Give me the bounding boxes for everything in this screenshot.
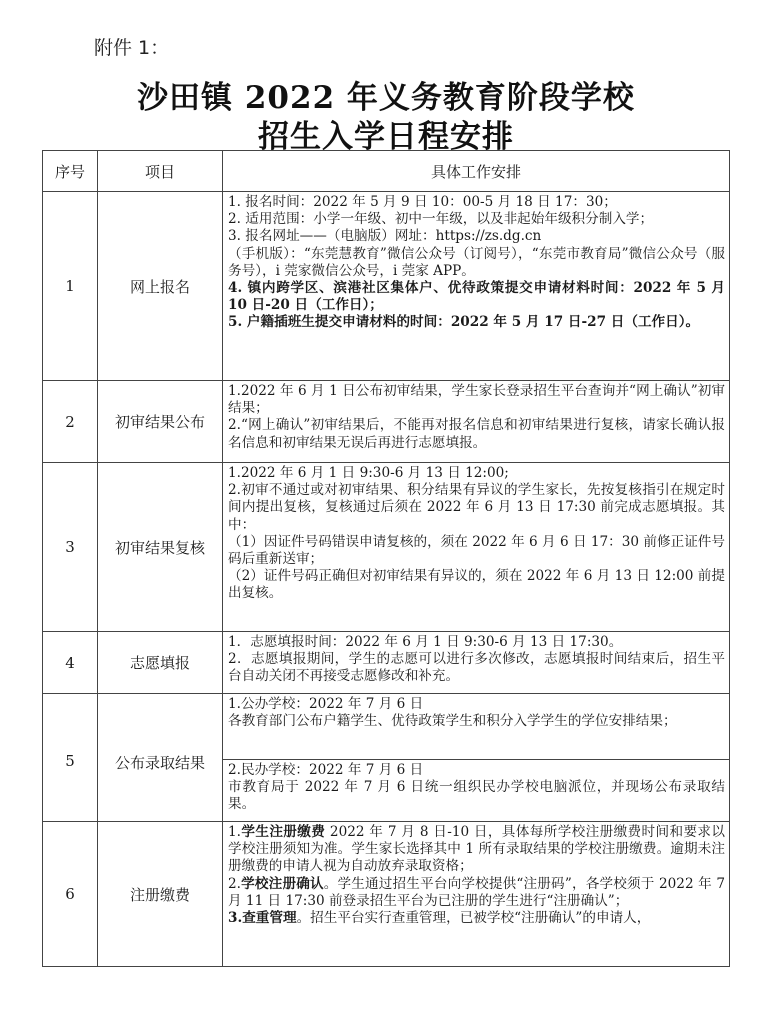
row-content <box>223 632 730 694</box>
row-content <box>223 192 730 381</box>
content-line: 各教育部门公布户籍学生、优待政策学生和积分入学学生的学位安排结果； <box>228 713 677 730</box>
table-row <box>43 694 730 760</box>
row-content <box>223 381 730 463</box>
content-line <box>228 314 725 331</box>
para-prefix: 2. <box>228 875 241 892</box>
row-content <box>223 822 730 967</box>
content-line: 1．志愿填报时间：2022 年 6 月 1 日 9:30-6 月 13 日 17:30。 <box>228 634 623 650</box>
content-line: 2.初审不通过或对初审结果、积分结果有异议的学生家长，先按复核指引在规定时间内提出复核，复核通过后须在 2022 年 6 月 13 日 17:30 前完成志愿填报。其中： <box>228 482 725 533</box>
row-number: 1 <box>43 192 98 381</box>
sub-heading: 1.公办学校：2022 年 7 月 6 日 <box>228 696 424 712</box>
para-bold: 学校注册确认 <box>240 875 324 892</box>
para-bold: 学生注册缴费 <box>240 824 326 840</box>
content-line: 2. 适用范围：小学一年级、初中一年级，以及非起始年级积分制入学； <box>228 211 654 228</box>
content-line: 3. 报名网址——（电脑版）网址：https://zs.dg.cn <box>228 228 542 245</box>
row-item: 初审结果复核 <box>98 463 223 632</box>
row-number: 4 <box>43 632 98 694</box>
content-line: （2）证件号码正确但对初审结果有异议的，须在 2022 年 6 月 13 日 12:00 前提出复核。 <box>228 568 725 602</box>
table-row <box>43 822 730 967</box>
content-paragraph <box>228 910 725 927</box>
content-line: 市教育局于 2022 年 7 月 6 日统一组织民办学校电脑派位，并现场公布录取结果。 <box>228 779 725 813</box>
content-paragraph <box>228 824 725 876</box>
bold-line: 5. 户籍插班生提交申请材料的时间：2022 年 5 月 17 日-27 日（工作日）。 <box>228 314 700 331</box>
para-prefix: 3. <box>228 910 243 927</box>
header-item: 项目 <box>98 151 223 192</box>
content-line <box>228 280 725 314</box>
row-number: 5 <box>43 694 98 822</box>
content-line: 1.2022 年 6 月 1 日公布初审结果，学生家长登录招生平台查询并“网上确认”初审结果； <box>228 383 725 417</box>
row-item: 注册缴费 <box>98 822 223 967</box>
row-number: 6 <box>43 822 98 967</box>
row-number: 3 <box>43 463 98 632</box>
content-line: （手机版）：“东莞慧教育”微信公众号（订阅号），“东莞市教育局”微信公众号（服务号），i 莞家微信公众号，i 莞家 APP。 <box>228 245 725 279</box>
row-content-private <box>223 760 730 822</box>
row-number: 2 <box>43 381 98 463</box>
sub-heading: 2.民办学校：2022 年 7 月 6 日 <box>228 762 424 778</box>
row-item: 网上报名 <box>98 192 223 381</box>
content-line: 2.“网上确认”初审结果后，不能再对报名信息和初审结果进行复核，请家长确认报名信息和初审结果无误后再进行志愿填报。 <box>228 417 725 451</box>
table-header-row <box>43 151 730 192</box>
document-title-line1: 沙田镇 2022 年义务教育阶段学校 <box>137 80 635 116</box>
attachment-label: 附件 1： <box>94 37 170 59</box>
document-title-line2: 招生入学日程安排 <box>258 119 514 155</box>
row-item: 初审结果公布 <box>98 381 223 463</box>
row-content <box>223 463 730 632</box>
para-text: 。招生平台实行查重管理，已被学校“注册确认”的申请人， <box>296 910 651 927</box>
para-bold: 查重管理 <box>242 910 297 927</box>
schedule-table <box>42 150 730 967</box>
header-number: 序号 <box>43 151 98 192</box>
row-item: 公布录取结果 <box>98 694 223 822</box>
bold-line: 4. 镇内跨学区、滨港社区集体户、优待政策提交申请材料时间：2022 年 5 月 10 日-20 日（工作日）； <box>228 280 725 314</box>
table-row <box>43 463 730 632</box>
content-line: 1. 报名时间：2022 年 5 月 9 日 10：00-5 月 18 日 17：30； <box>228 194 617 210</box>
table-row <box>43 632 730 694</box>
table-row <box>43 381 730 463</box>
content-line: 2．志愿填报期间，学生的志愿可以进行多次修改，志愿填报时间结束后，招生平台自动关闭不再接受志愿修改和补充。 <box>228 651 725 685</box>
content-line: （1）因证件号码错误申请复核的，须在 2022 年 6 月 6 日 17：30 前修正证件号码后重新送审； <box>228 533 725 568</box>
para-text: 2022 年 7 月 8 日-10 日，具体每所学校注册缴费时间和要求以学校注册须知为准。学生家长选择其中 1 所有录取结果的学校注册缴费。逾期未注册缴费的申请人视为自动放弃录取资格； <box>228 824 726 875</box>
header-arrangement: 具体工作安排 <box>223 151 730 192</box>
para-prefix: 1. <box>228 824 241 840</box>
para-text: 。学生通过招生平台向学校提供“注册码”，各学校须于 2022 年 7 月 11 日 17:30 前登录招生平台为已注册的学生进行“注册确认”； <box>228 875 725 909</box>
content-line: 1.2022 年 6 月 1 日 9:30-6 月 13 日 12:00; <box>228 465 509 481</box>
row-content-public <box>223 694 730 760</box>
content-paragraph <box>228 876 725 910</box>
table-row <box>43 192 730 381</box>
row-item: 志愿填报 <box>98 632 223 694</box>
